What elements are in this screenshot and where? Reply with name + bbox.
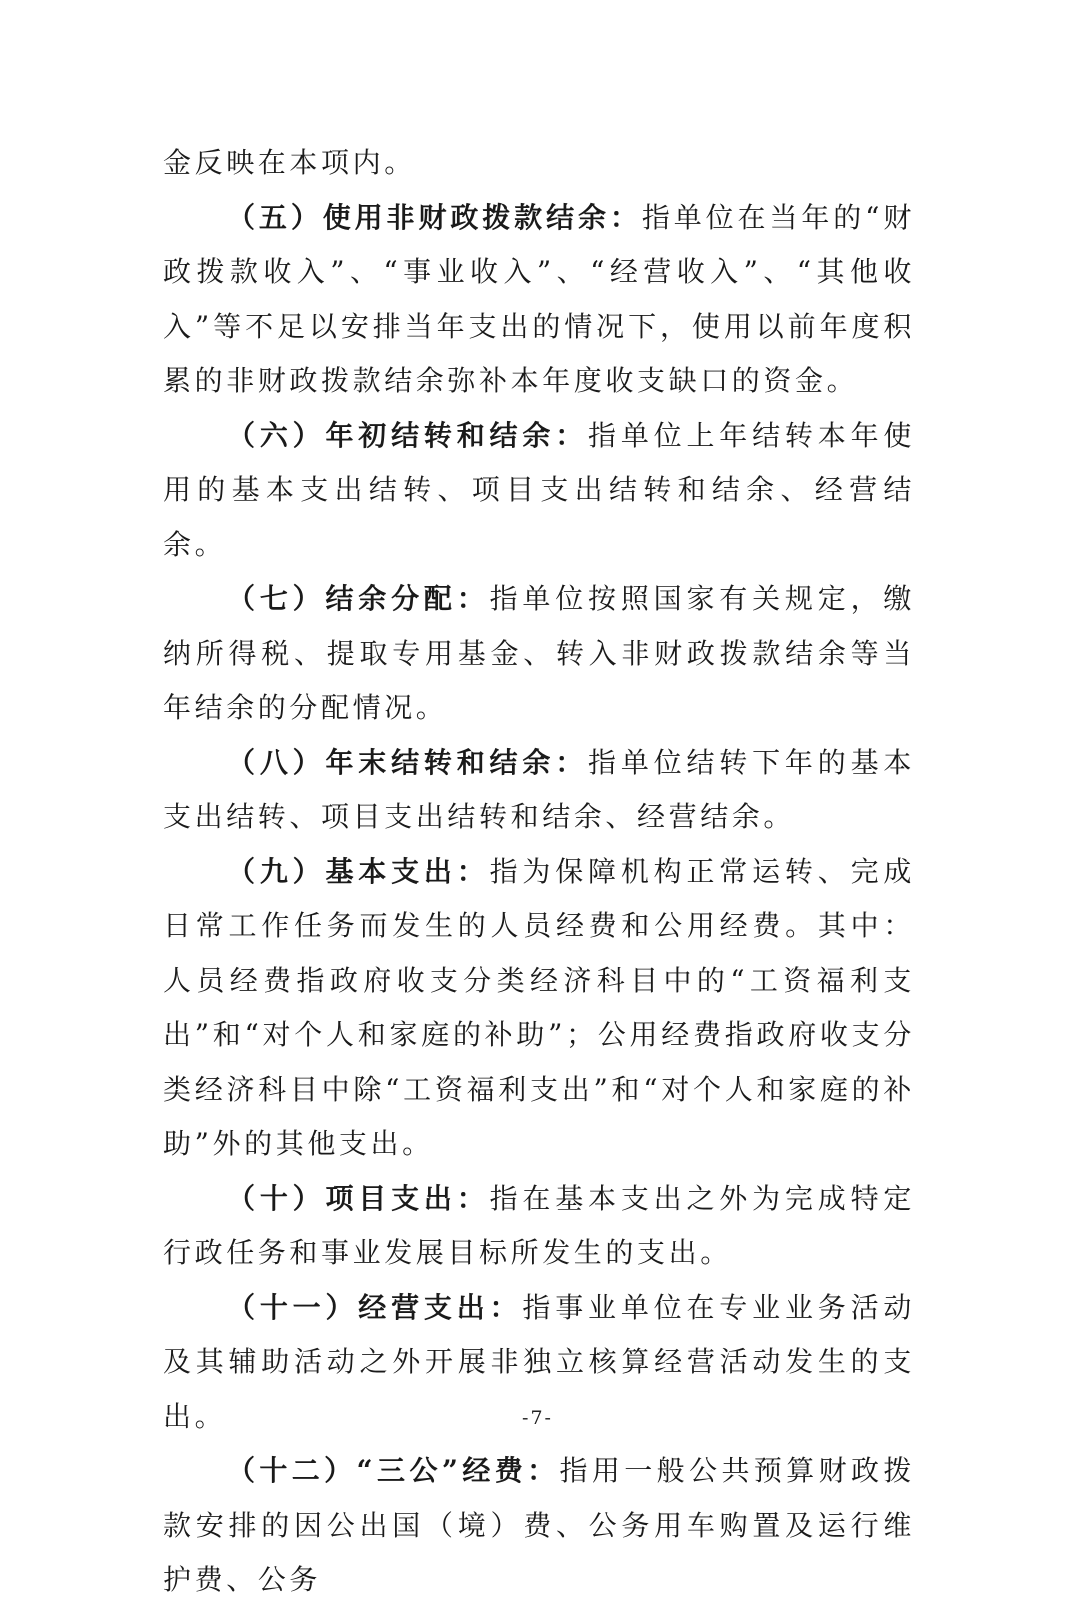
term-heading: （十）项目支出： <box>227 1181 490 1215</box>
term-definition: 指用一般公共预算财政拨款安排的因公出国（境）费、公务用车购置及运行维护费、公务 <box>163 1454 915 1596</box>
term-definition: 指事业单位在专业业务活动及其辅助活动之外开展非独立核算经营活动发生的支出。 <box>163 1290 916 1433</box>
term-heading: （十二）“三公”经费： <box>227 1454 560 1487</box>
continuation-text: 金反映在本项内。 <box>163 146 416 179</box>
term-heading: （七）结余分配： <box>227 582 490 615</box>
term-definition: 指单位按照国家有关规定，缴纳所得税、提取专用基金、转入非财政拨款结余等当年结余的分配情况。 <box>163 582 915 724</box>
term-definition: 指单位上年结转本年使用的基本支出结转、项目支出结转和结余、经营结余。 <box>163 418 915 561</box>
term-heading: （十一）经营支出： <box>227 1290 523 1324</box>
paragraph-continuation <box>163 136 915 191</box>
paragraph-item-12 <box>163 1444 915 1608</box>
paragraph-item-9 <box>163 845 915 1172</box>
term-definition: 指为保障机构正常运转、完成日常工作任务而发生的人员经费和公用经费。其中：人员经费指政府收支分类经济科目中的“工资福利支出”和“对个人和家庭的补助”；公用经费指政府收支分类经济科目中除“工资福利支出”和“对个人和家庭的补助”外的其他支出。 <box>163 854 915 1160</box>
paragraph-item-8 <box>163 736 915 845</box>
term-definition: 指单位在当年的“财政拨款收入”、“事业收入”、“经营收入”、“其他收入”等不足以安排当年支出的情况下，使用以前年度积累的非财政拨款结余弥补本年度收支缺口的资金。 <box>163 200 915 397</box>
term-heading: （五）使用非财政拨款结余： <box>227 200 642 234</box>
term-definition: 指单位结转下年的基本支出结转、项目支出结转和结余、经营结余。 <box>163 745 915 833</box>
paragraph-item-6 <box>163 409 915 573</box>
page-number: -7- <box>522 1407 553 1429</box>
paragraph-item-5 <box>163 191 915 409</box>
term-heading: （六）年初结转和结余： <box>227 418 589 452</box>
term-heading: （九）基本支出： <box>227 854 490 888</box>
paragraph-item-10 <box>163 1172 915 1281</box>
paragraph-item-7 <box>163 572 915 736</box>
term-heading: （八）年末结转和结余： <box>227 745 589 779</box>
document-body <box>163 136 915 1608</box>
term-definition: 指在基本支出之外为完成特定行政任务和事业发展目标所发生的支出。 <box>163 1181 915 1269</box>
